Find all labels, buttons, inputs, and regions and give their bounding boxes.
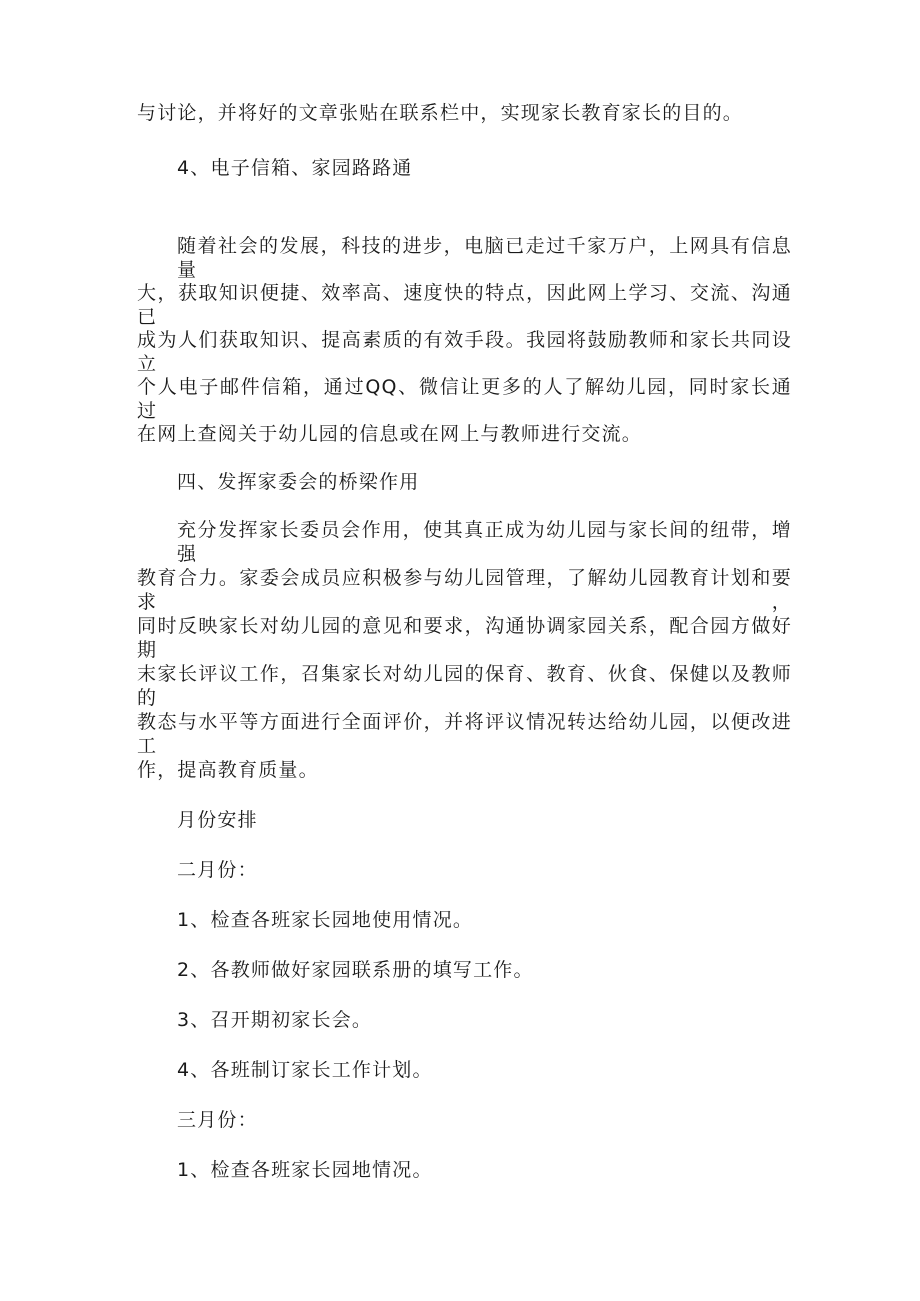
- email-paragraph-line-1: 随着社会的发展，科技的进步，电脑已走过千家万户，上网具有信息量: [177, 235, 792, 281]
- heading-monthly: 月份安排: [177, 809, 258, 831]
- committee-paragraph-line-1: 充分发挥家长委员会作用，使其真正成为幼儿园与家长间的纽带，增强: [177, 519, 792, 565]
- committee-paragraph-line-5: 教态与水平等方面进行全面评价，并将评议情况转达给幼儿园，以便改进工: [137, 711, 792, 757]
- committee-paragraph-line-4: 末家长评议工作，召集家长对幼儿园的保育、教育、伙食、保健以及教师的: [137, 663, 792, 709]
- email-paragraph-line-5: 在网上查阅关于幼儿园的信息或在网上与教师进行交流。: [137, 423, 643, 445]
- committee-paragraph-line-2: 教育合力。家委会成员应积极参与幼儿园管理，了解幼儿园教育计划和要求，: [137, 567, 792, 613]
- march-title: 三月份：: [177, 1109, 258, 1131]
- march-item-1: 1、检查各班家长园地情况。: [177, 1159, 433, 1181]
- february-item-3: 3、召开期初家长会。: [177, 1009, 373, 1031]
- email-paragraph-line-3: 成为人们获取知识、提高素质的有效手段。我园将鼓励教师和家长共同设立: [137, 329, 792, 375]
- february-item-2: 2、各教师做好家园联系册的填写工作。: [177, 959, 534, 981]
- email-paragraph-line-2: 大，获取知识便捷、效率高、速度快的特点，因此网上学习、交流、沟通已: [137, 282, 792, 328]
- committee-paragraph-line-6: 作，提高教育质量。: [137, 759, 319, 781]
- february-title: 二月份：: [177, 859, 258, 881]
- february-item-1: 1、检查各班家长园地使用情况。: [177, 909, 474, 931]
- email-paragraph-line-4: 个人电子邮件信箱，通过QQ、微信让更多的人了解幼儿园，同时家长通过: [137, 376, 792, 422]
- paragraph-tail-line: 与讨论，并将好的文章张贴在联系栏中，实现家长教育家长的目的。: [137, 102, 744, 124]
- committee-paragraph-line-3: 同时反映家长对幼儿园的意见和要求，沟通协调家园关系，配合园方做好期: [137, 615, 792, 661]
- heading-email: 4、电子信箱、家园路路通: [177, 157, 413, 179]
- heading-committee: 四、发挥家委会的桥梁作用: [177, 471, 420, 493]
- february-item-4: 4、各班制订家长工作计划。: [177, 1059, 433, 1081]
